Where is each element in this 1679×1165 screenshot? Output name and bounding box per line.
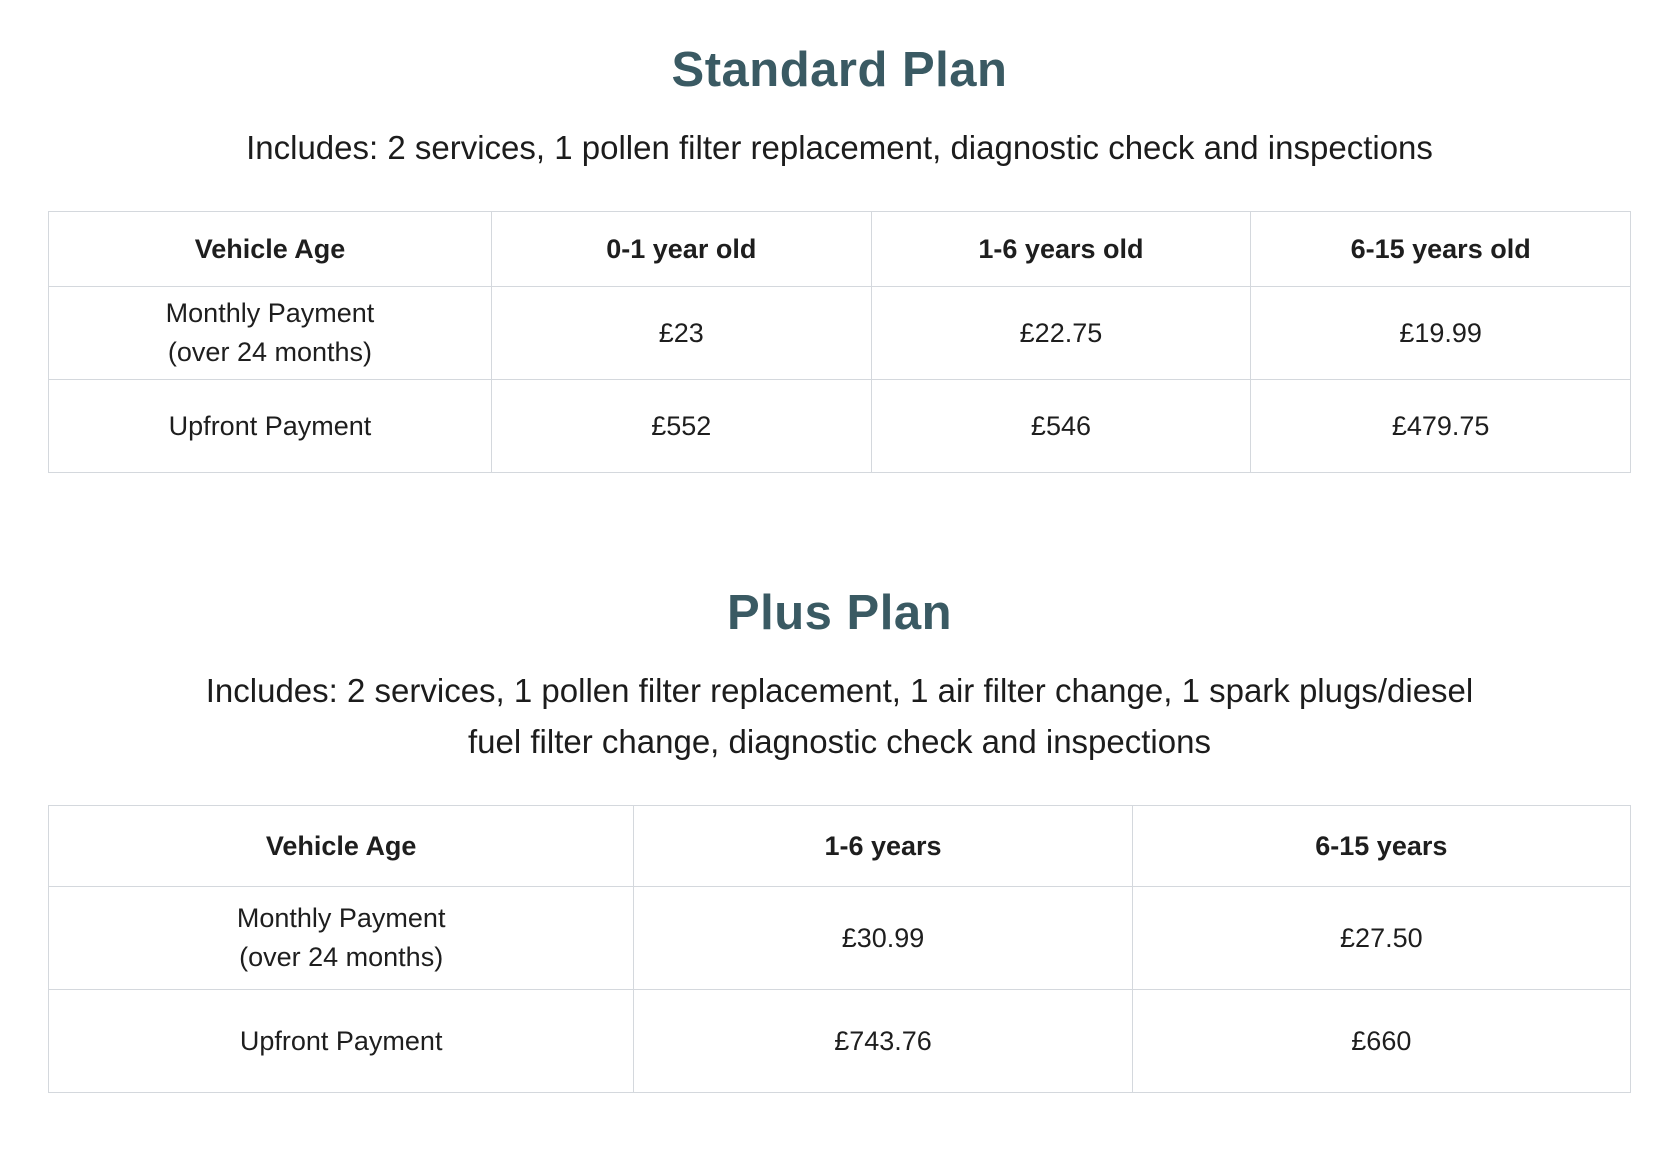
table-row [49,887,1631,990]
table-row [49,990,1631,1093]
standard-monthly-0-1-value: £23 [491,287,871,380]
standard-header-vehicle-age: Vehicle Age [49,212,492,287]
row-label: Monthly Payment [236,903,446,934]
standard-plan-section [0,0,1679,473]
plus-monthly-payment-label [49,887,634,990]
plus-plan-table [48,805,1631,1093]
plus-header-1-6-years: 1-6 years [634,806,1132,887]
standard-plan-title: Standard Plan [671,43,1008,97]
row-sublabel: (over 24 months) [167,337,373,368]
plus-plan-header-row [49,806,1631,887]
standard-upfront-payment-label [49,380,492,473]
plus-header-6-15-years: 6-15 years [1132,806,1630,887]
standard-monthly-1-6-value: £22.75 [871,287,1251,380]
standard-monthly-payment-label [49,287,492,380]
plus-upfront-payment-label [49,990,634,1093]
row-sublabel: (over 24 months) [239,942,444,973]
row-label: Upfront Payment [168,410,372,441]
standard-header-0-1-year: 0-1 year old [491,212,871,287]
standard-upfront-1-6-value: £546 [871,380,1251,473]
plus-plan-section [0,473,1679,1093]
standard-header-6-15-years: 6-15 years old [1251,212,1631,287]
standard-upfront-6-15-value: £479.75 [1251,380,1631,473]
plus-plan-title: Plus Plan [726,586,953,641]
plus-plan-description: Includes: 2 services, 1 pollen filter replacement, 1 air filter change, 1 spark plugs/diesel fuel filter change, diagnostic check and inspections [205,672,1474,761]
standard-monthly-6-15-value: £19.99 [1251,287,1631,380]
standard-header-1-6-years: 1-6 years old [871,212,1251,287]
standard-plan-description: Includes: 2 services, 1 pollen filter replacement, diagnostic check and inspections [246,129,1433,166]
standard-plan-table [48,211,1631,473]
table-row [49,287,1631,380]
plus-header-vehicle-age: Vehicle Age [49,806,634,887]
standard-upfront-0-1-value: £552 [491,380,871,473]
plus-monthly-6-15-value: £27.50 [1132,887,1630,990]
row-label: Monthly Payment [165,298,375,328]
row-label: Upfront Payment [239,1025,443,1056]
standard-plan-header-row [49,212,1631,287]
plus-upfront-6-15-value: £660 [1132,990,1630,1093]
plus-monthly-1-6-value: £30.99 [634,887,1132,990]
plus-upfront-1-6-value: £743.76 [634,990,1132,1093]
table-row [49,380,1631,473]
